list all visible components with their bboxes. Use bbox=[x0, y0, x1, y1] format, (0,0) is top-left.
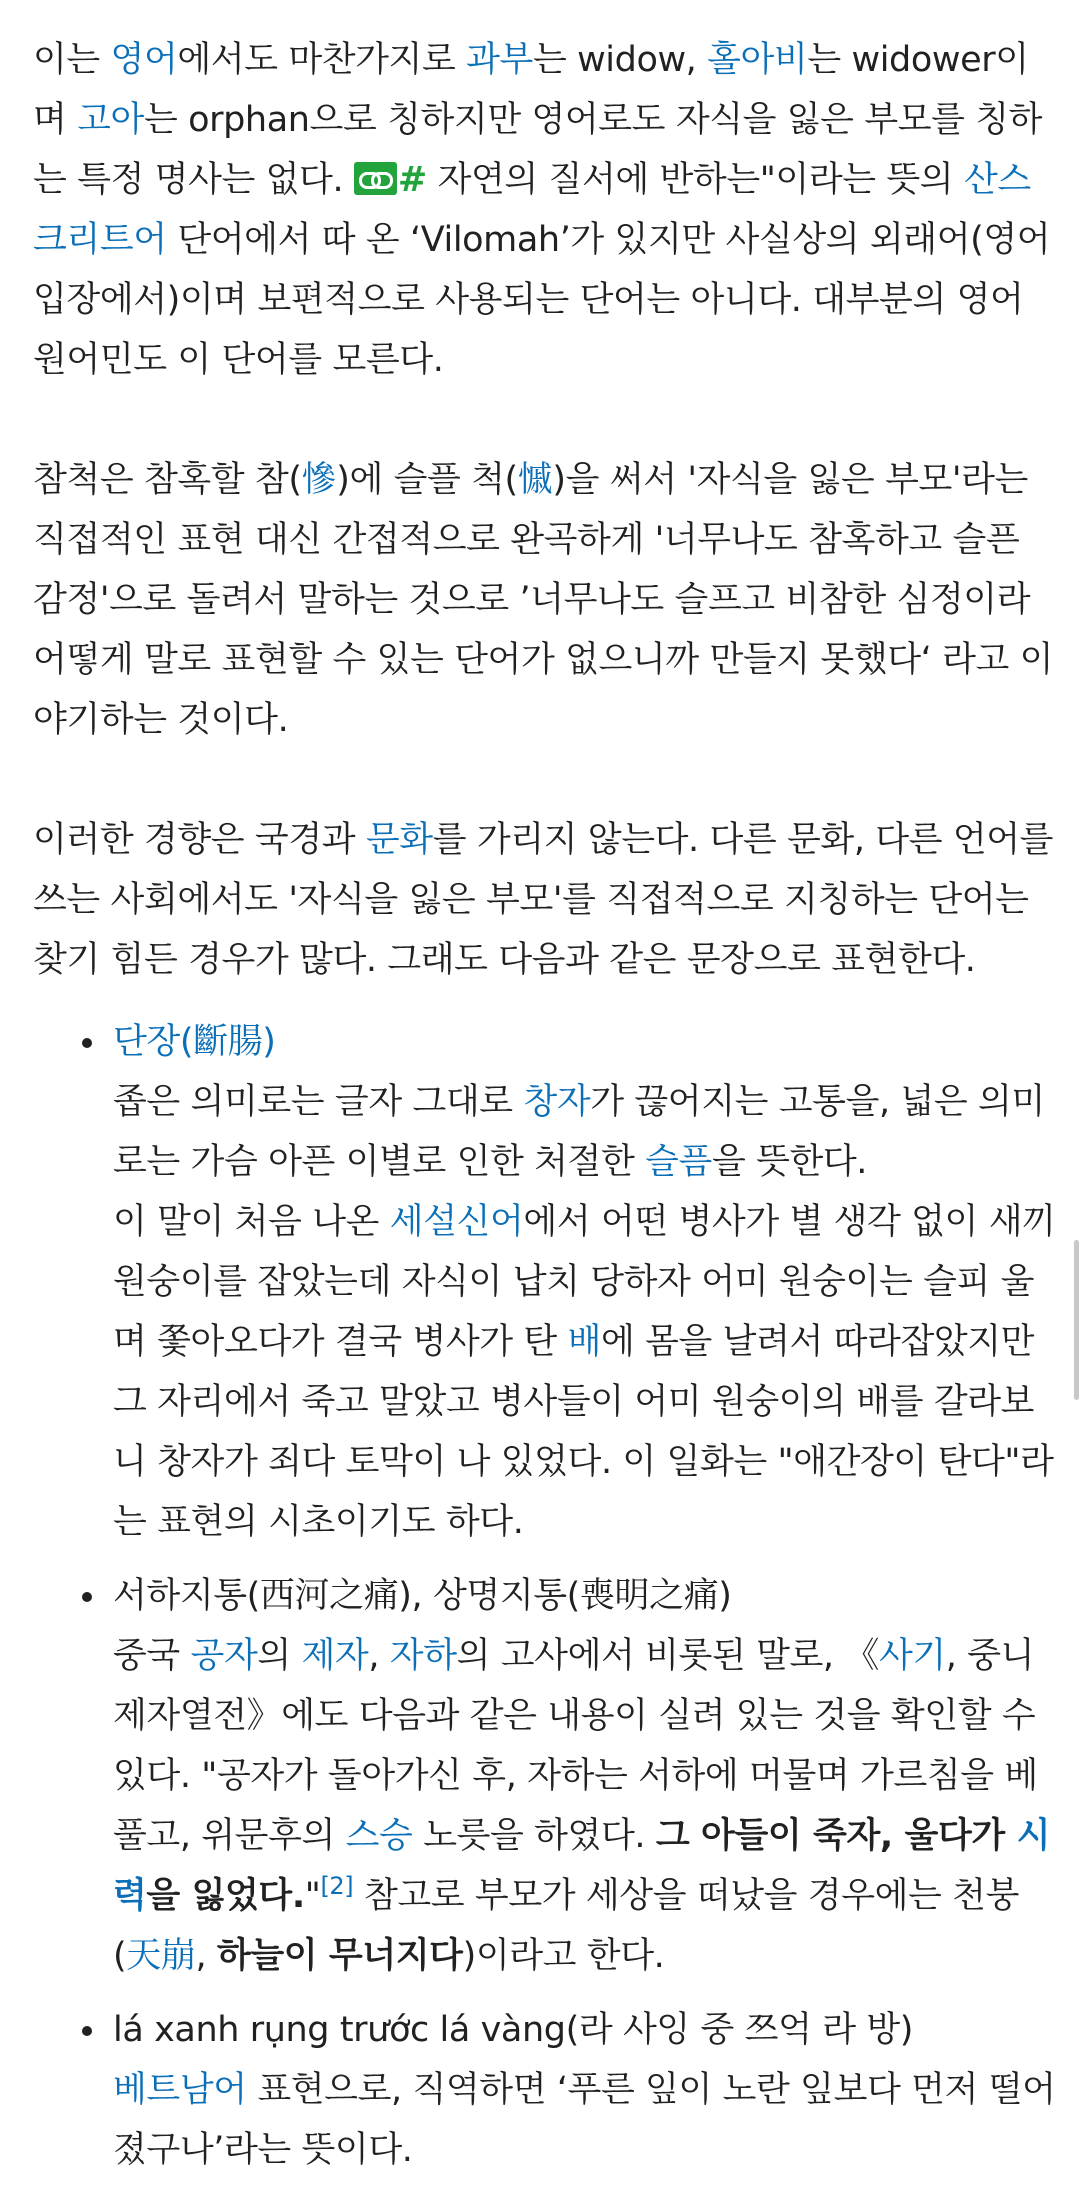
link-orphan[interactable]: 고아 bbox=[77, 100, 144, 140]
scrollbar-thumb[interactable] bbox=[1074, 1240, 1079, 1400]
list-item-vietnamese: lá xanh rụng trước lá vàng(라 사잉 중 쯔억 라 방) 베트남어 표현으로, 직역하면 ‘푸른 잎이 노란 잎보다 먼저 떨어졌구나’라는 뜻이다. bbox=[33, 2000, 1057, 2180]
footnote-2[interactable]: [2] bbox=[320, 1872, 354, 1900]
link-vietnamese[interactable]: 베트남어 bbox=[113, 2070, 247, 2110]
list-item-seohajitong: 서하지통(西河之痛), 상명지통(喪明之痛) 중국 공자의 제자, 자하의 고사에서 비롯된 말로, 《사기, 중니제자열전》에도 다음과 같은 내용이 실려 있는 것을 확인할 수 있다. "공자가 돌아가신 후, 자하는 서하에 머물며 가르침을 베풀고, 위문후의 스승 노릇을 하였다. 그 아들이 죽자, 울다가 시력을 잃었다."[2] 참고로 부모가 세상을 떠났을 경우에는 천붕(天崩, 하늘이 무너지다)이라고 한다. bbox=[33, 1566, 1057, 1986]
link-intestine[interactable]: 창자 bbox=[523, 1082, 591, 1122]
link-sanskrit[interactable]: 산스크리트어 bbox=[33, 160, 1031, 260]
item-title-seohajitong: 서하지통(西河之痛), 상명지통(喪明之痛) bbox=[113, 1576, 732, 1616]
link-english[interactable]: 영어 bbox=[110, 40, 178, 80]
link-cheonbung[interactable]: 天崩 bbox=[126, 1936, 196, 1976]
link-confucius[interactable]: 공자 bbox=[190, 1636, 258, 1676]
link-danjang[interactable]: 단장(斷腸) bbox=[113, 1022, 276, 1062]
paragraph-culture: 이러한 경향은 국경과 문화를 가리지 않는다. 다른 문화, 다른 언어를 쓰는 사회에서도 '자식을 잃은 부모'를 직접적으로 지칭하는 단어는 찾기 힘든 경우가 많다. 그래도 다음과 같은 문장으로 표현한다. bbox=[33, 820, 1054, 980]
list-item-danjang: 단장(斷腸) 좁은 의미로는 글자 그대로 창자가 끊어지는 고통을, 넓은 의미로는 가슴 아픈 이별로 인한 처절한 슬픔을 뜻한다. 이 말이 처음 나온 세설신어에서 어떤 병사가 별 생각 없이 새끼 원숭이를 잡았는데 자식이 납치 당하자 어미 원숭이는 슬피 울며 쫓아오다가 결국 병사가 탄 배에 몸을 날려서 따라잡았지만 그 자리에서 죽고 말았고 병사들이 어미 원숭이의 배를 갈라보니 창자가 죄다 토막이 나 있었다. 이 일화는 "애간장이 탄다"라는 표현의 시초이기도 하다. bbox=[33, 1012, 1057, 1552]
link-shiji[interactable]: 사기 bbox=[878, 1636, 946, 1676]
link-sorrow[interactable]: 슬픔 bbox=[645, 1142, 712, 1182]
link-sesulsineo[interactable]: 세설신어 bbox=[389, 1202, 524, 1242]
item-title-vietnamese: lá xanh rụng trước lá vàng(라 사잉 중 쯔억 라 방) bbox=[113, 2010, 913, 2050]
link-zixia[interactable]: 자하 bbox=[389, 1636, 457, 1676]
anchor-hash-icon[interactable]: # bbox=[397, 160, 427, 200]
expression-list bbox=[33, 1012, 1057, 2180]
link-cheok-hanja[interactable]: 慽 bbox=[517, 460, 553, 500]
link-culture[interactable]: 문화 bbox=[365, 820, 433, 860]
link-teacher[interactable]: 스승 bbox=[345, 1816, 413, 1856]
external-link-icon[interactable] bbox=[354, 162, 397, 195]
paragraph-english: 이는 영어에서도 마찬가지로 과부는 widow, 홀아비는 widower이며 고아는 orphan으로 칭하지만 영어로도 자식을 잃은 부모를 칭하는 특정 명사는 없다. # 자연의 질서에 반하는"이라는 뜻의 산스크리트어 단어에서 따 온 ‘Vilomah’가 있지만 사실상의 외래어(영어 입장에서)이며 보편적으로 사용되는 단어는 아니다. 대부분의 영어 원어민도 이 단어를 모른다. bbox=[33, 40, 1051, 380]
link-widow[interactable]: 과부 bbox=[466, 40, 533, 80]
link-boat[interactable]: 배 bbox=[567, 1322, 601, 1362]
link-disciple[interactable]: 제자 bbox=[301, 1636, 369, 1676]
article-body bbox=[33, 30, 1057, 2194]
link-cham-hanja[interactable]: 慘 bbox=[301, 460, 337, 500]
link-eyesight[interactable]: 시력 bbox=[113, 1816, 1050, 1916]
link-widower[interactable]: 홀아비 bbox=[707, 40, 808, 80]
paragraph-chamcheok: 참척은 참혹할 참(慘)에 슬플 척(慽)을 써서 '자식을 잃은 부모'라는 직접적인 표현 대신 간접적으로 완곡하게 '너무나도 참혹하고 슬픈 감정'으로 돌려서 말하는 것으로 ’너무나도 슬프고 비참한 심정이라 어떻게 말로 표현할 수 있는 단어가 없으니까 만들지 못했다‘ 라고 이야기하는 것이다. bbox=[33, 460, 1054, 740]
